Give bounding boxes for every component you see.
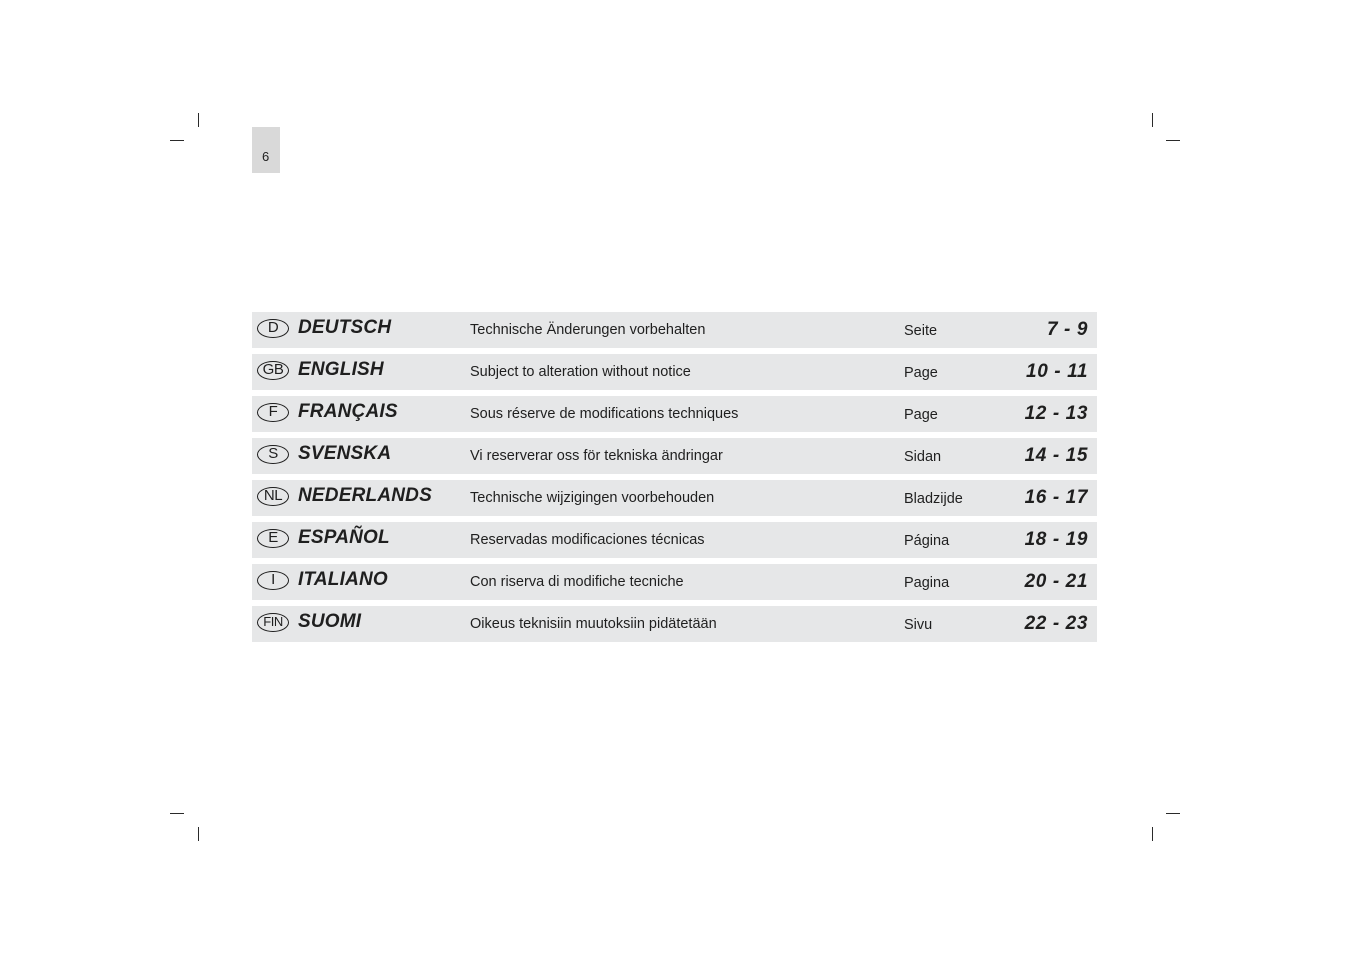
country-code-badge: E: [257, 529, 289, 548]
language-name: ENGLISH: [298, 359, 384, 380]
language-name: SUOMI: [298, 611, 362, 632]
page-range: 20 - 21: [1024, 571, 1088, 592]
language-name: SVENSKA: [298, 443, 392, 464]
alteration-notice: Sous réserve de modifications techniques: [470, 406, 739, 422]
toc-row-svenska: [252, 438, 1097, 474]
page-label: Sivu: [904, 617, 933, 633]
page-range: 18 - 19: [1024, 529, 1088, 550]
language-name: ITALIANO: [298, 569, 388, 590]
page-number: 6: [262, 149, 270, 164]
page-label: Pagina: [904, 575, 950, 591]
language-index: [252, 312, 1097, 648]
page-label: Página: [904, 533, 950, 549]
country-code-badge: S: [257, 445, 289, 464]
language-name: DEUTSCH: [298, 317, 392, 338]
country-code-badge: I: [257, 571, 289, 590]
page-label: Bladzijde: [904, 491, 963, 507]
alteration-notice: Con riserva di modifiche tecniche: [470, 574, 684, 590]
page-label: Sidan: [904, 449, 942, 465]
page-label: Page: [904, 365, 938, 381]
crop-mark-bottom-left-horizontal: [170, 813, 184, 814]
page-label: Seite: [904, 323, 938, 339]
toc-row-francais: [252, 396, 1097, 432]
alteration-notice: Technische wijzigingen voorbehouden: [470, 490, 715, 506]
alteration-notice: Reservadas modificaciones técnicas: [470, 532, 705, 548]
toc-row-suomi: [252, 606, 1097, 642]
crop-mark-top-left-horizontal: [170, 140, 184, 141]
country-code-badge: D: [257, 319, 289, 338]
page-range: 14 - 15: [1024, 445, 1088, 466]
page-range: 10 - 11: [1026, 361, 1088, 382]
alteration-notice: Subject to alteration without notice: [470, 364, 691, 380]
page-range: 16 - 17: [1024, 487, 1088, 508]
country-code-badge: FIN: [257, 613, 289, 632]
page-range: 12 - 13: [1024, 403, 1088, 424]
alteration-notice: Vi reserverar oss för tekniska ändringar: [470, 448, 723, 464]
toc-row-deutsch: [252, 312, 1097, 348]
language-name: FRANÇAIS: [298, 401, 398, 422]
toc-row-nederlands: [252, 480, 1097, 516]
crop-mark-top-right-vertical: [1152, 113, 1153, 127]
crop-mark-bottom-left-vertical: [198, 827, 199, 841]
country-code-badge: F: [257, 403, 289, 422]
country-code-badge: GB: [257, 361, 289, 380]
page-number-tab: [252, 127, 280, 173]
crop-mark-bottom-right-horizontal: [1166, 813, 1180, 814]
crop-mark-bottom-right-vertical: [1152, 827, 1153, 841]
alteration-notice: Oikeus teknisiin muutoksiin pidätetään: [470, 616, 717, 632]
language-name: ESPAÑOL: [298, 527, 390, 548]
alteration-notice: Technische Änderungen vorbehalten: [470, 322, 706, 338]
page-label: Page: [904, 407, 938, 423]
language-name: NEDERLANDS: [298, 485, 432, 506]
country-code-badge: NL: [257, 487, 289, 506]
toc-row-english: [252, 354, 1097, 390]
page-range: 7 - 9: [1046, 319, 1088, 340]
crop-mark-top-left-vertical: [198, 113, 199, 127]
toc-row-italiano: [252, 564, 1097, 600]
crop-mark-top-right-horizontal: [1166, 140, 1180, 141]
page-range: 22 - 23: [1024, 613, 1088, 634]
toc-row-espanol: [252, 522, 1097, 558]
